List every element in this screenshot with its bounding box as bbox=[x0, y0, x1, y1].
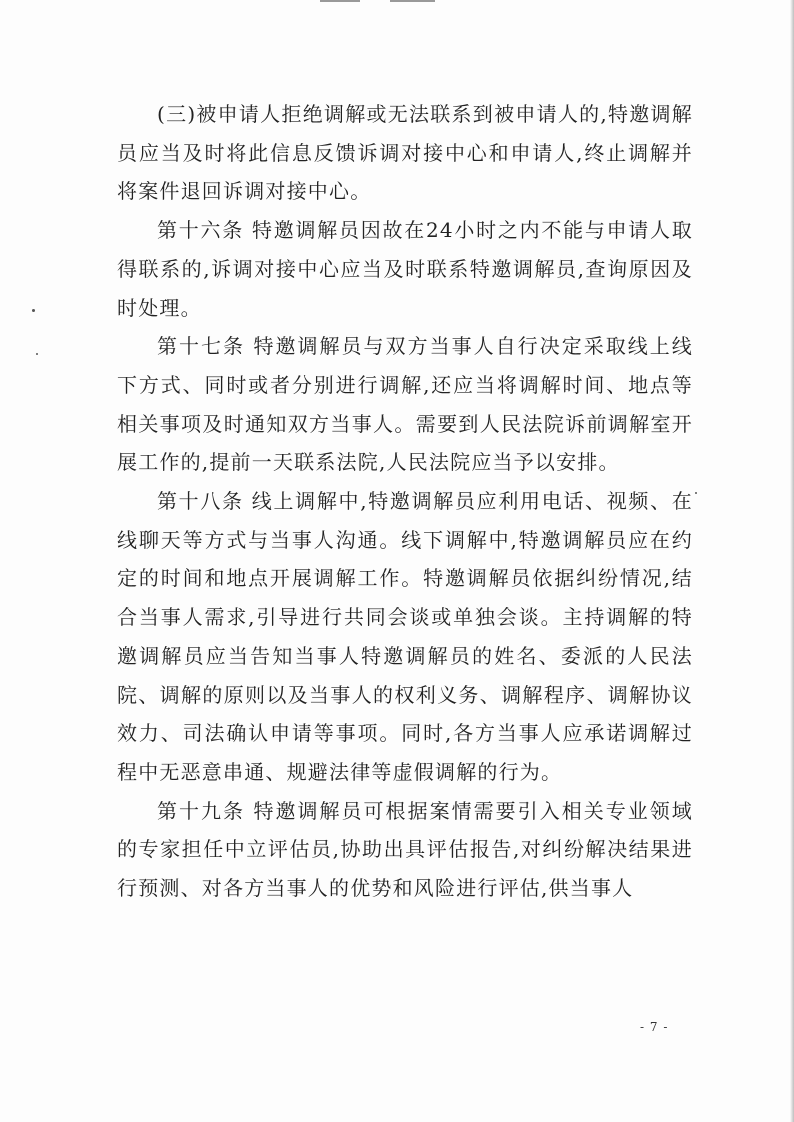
paragraph-article-17: 第十七条 特邀调解员与双方当事人自行决定采取线上线下方式、同时或者分别进行调解,还应当将调解时间、地点等相关事项及时通知双方当事人。需要到人民法院诉前调解室开展工作的,提前一天联系法院,人民法院应当予以安排。 bbox=[117, 334, 693, 475]
paragraph-article-16: 第十六条 特邀调解员因故在24小时之内不能与申请人取得联系的,诉调对接中心应当及时联系特邀调解员,查询原因及时处理。 bbox=[117, 218, 693, 320]
paragraph-article-18: 第十八条 线上调解中,特邀调解员应利用电话、视频、在线聊天等方式与当事人沟通。线下调解中,特邀调解员应在约定的时间和地点开展调解工作。特邀调解员依据纠纷情况,结合当事人需求,引导进行共同会谈或单独会谈。主持调解的特邀调解员应当告知当事人特邀调解员的姓名、委派的人民法院、调解的原则以及当事人的权利义务、调解程序、调解协议效力、司法确认申请等事项。同时,各方当事人应承诺调解过程中无恶意串通、规避法律等虚假调解的行为。 bbox=[117, 489, 693, 784]
document-body bbox=[117, 95, 693, 908]
page-number: - 7 - bbox=[640, 1020, 669, 1034]
paragraph-termination: (三)被申请人拒绝调解或无法联系到被申请人的,特邀调解员应当及时将此信息反馈诉调对接中心和申请人,终止调解并将案件退回诉调对接中心。 bbox=[117, 102, 693, 204]
scan-top-marks bbox=[320, 0, 440, 4]
scan-speck bbox=[695, 492, 697, 494]
paragraph-article-19: 第十九条 特邀调解员可根据案情需要引入相关专业领域的专家担任中立评估员,协助出具评估报告,对纠纷解决结果进行预测、对各方当事人的优势和风险进行评估,供当事人 bbox=[117, 798, 693, 901]
scan-speck bbox=[32, 309, 35, 312]
scan-edge-shadow bbox=[790, 0, 794, 1122]
scan-speck bbox=[36, 353, 38, 355]
